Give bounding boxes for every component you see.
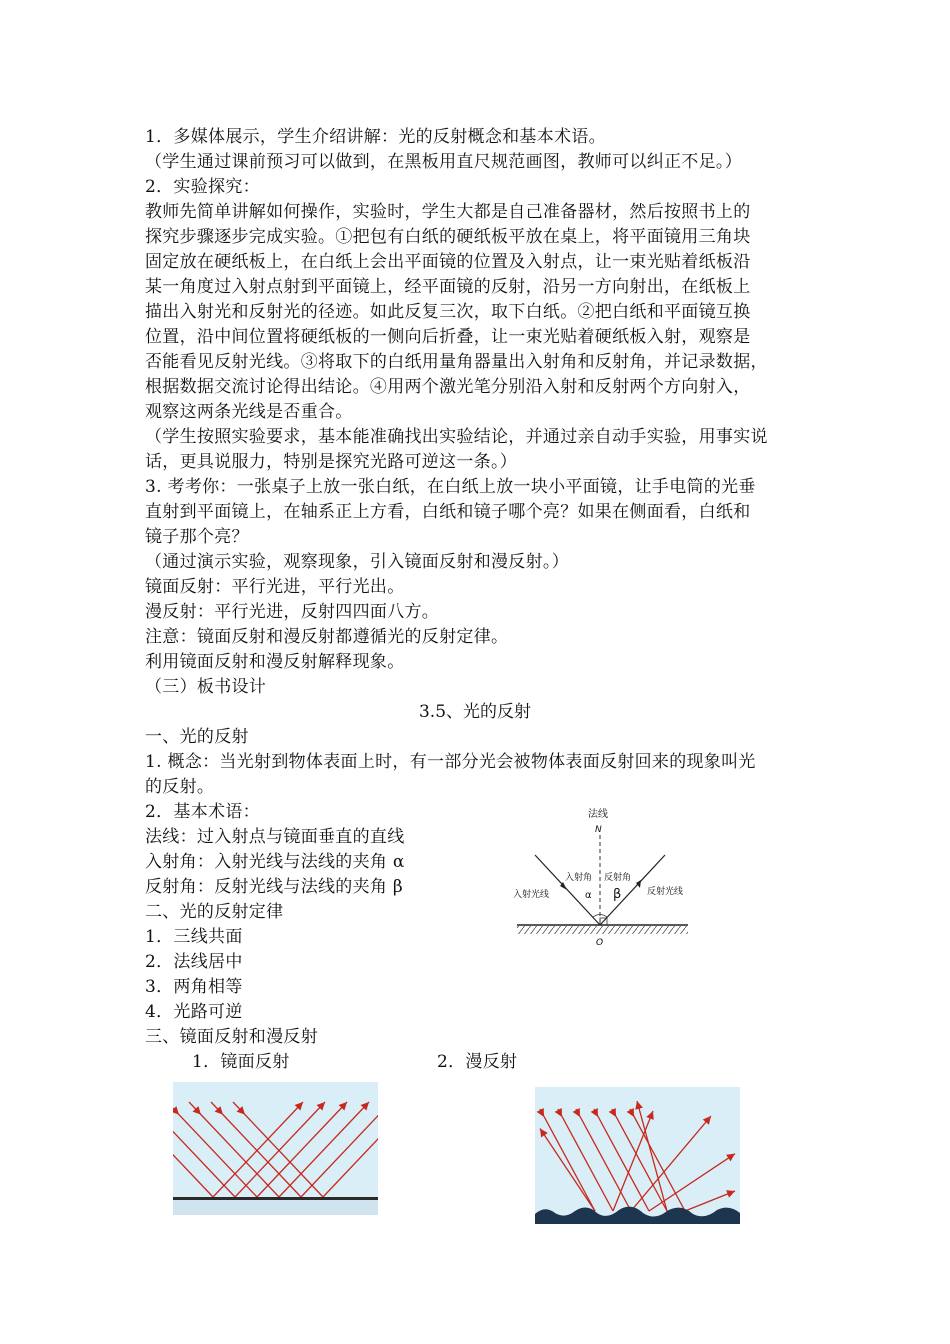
n-label: N [595,825,602,835]
incident-ray-label: 入射光线 [513,890,550,900]
text-line: 镜面反射：平行光进，平行光出。 [145,577,405,597]
diffuse-reflection-image [535,1087,740,1224]
reflected-arrow [636,880,641,888]
text-line: 利用镜面反射和漫反射解释现象。 [145,652,405,672]
text-line: （三）板书设计 [145,677,267,697]
mirror-hatching [517,926,688,934]
text-line: 1．三线共面 [145,927,243,947]
text-line: 3．两角相等 [145,977,243,997]
specular-reflection-image [173,1082,378,1215]
text-line: 探究步骤逐步完成实验。①把包有白纸的硬纸板平放在桌上，将平面镜用三角块 [145,227,751,247]
text-line: （学生按照实验要求，基本能准确找出实验结论，并通过亲自动手实验，用事实说 [145,427,768,447]
text-line: 直射到平面镜上，在轴系正上方看，白纸和镜子哪个亮？如果在侧面看，白纸和 [145,502,751,522]
text-line: 2．法线居中 [145,952,243,972]
reflect-angle-label: 反射角 [604,873,632,883]
text-line: 教师先简单讲解如何操作，实验时，学生大都是自己准备器材，然后按照书上的 [145,202,751,222]
text-line: 描出入射光和反射光的径迹。如此反复三次，取下白纸。②把白纸和平面镜互换 [145,302,751,322]
section-heading: 一、光的反射 [145,727,249,747]
text-line: 1. 概念：当光射到物体表面上时，有一部分光会被物体表面反射回来的现象叫光 [145,752,756,772]
text-line: 1．多媒体展示，学生介绍讲解：光的反射概念和基本术语。 [145,127,606,147]
section-heading: 三、镜面反射和漫反射 [145,1027,318,1047]
section-heading: 二、光的反射定律 [145,902,284,922]
text-line: 否能看见反射光线。③将取下的白纸用量角器量出入射角和反射角，并记录数据， [145,352,768,372]
reflect-ray-label: 反射光线 [647,887,684,897]
subheading-specular: 1．镜面反射 [192,1052,290,1072]
text-line: 反射角：反射光线与法线的夹角 β [145,877,404,897]
text-line: （通过演示实验，观察现象，引入镜面反射和漫反射。） [145,552,569,572]
incident-angle-label: 入射角 [565,873,593,883]
text-line: 固定放在硬纸板上，在白纸上会出平面镜的位置及入射点，让一束光贴着纸板沿 [145,252,751,272]
text-line: （学生通过课前预习可以做到，在黑板用直尺规范画图，教师可以纠正不足。） [145,152,742,172]
reflection-law-diagram [505,800,695,950]
text-line: 法线：过入射点与镜面垂直的直线 [145,827,405,847]
text-line: 入射角：入射光线与法线的夹角 α [145,852,405,872]
text-line: 某一角度过入射点射到平面镜上，经平面镜的反射，沿另一方向射出，在纸板上 [145,277,751,297]
text-line: 2．基本术语： [145,802,260,822]
text-line: 根据数据交流讨论得出结论。④用两个激光笔分别沿入射和反射两个方向射入， [145,377,751,397]
beta-symbol: β [613,887,622,902]
specular-mirror-base [173,1200,378,1215]
o-label: O [596,938,604,948]
text-line: 镜子那个亮？ [145,527,249,547]
board-title: 3.5、光的反射 [418,702,532,722]
text-line: 漫反射：平行光进，反射四四面八方。 [145,602,440,622]
text-line: 2．实验探究： [145,177,260,197]
text-line: 观察这两条光线是否重合。 [145,402,353,422]
text-line: 3. 考考你：一张桌子上放一张白纸，在白纸上放一块小平面镜，让手电筒的光垂 [145,477,756,497]
text-line: 位置，沿中间位置将硬纸板的一侧向后折叠，让一束光贴着硬纸板入射，观察是 [145,327,751,347]
subheading-diffuse: 2．漫反射 [437,1052,518,1072]
specular-mirror [173,1197,378,1200]
text-line: 注意：镜面反射和漫反射都遵循光的反射定律。 [145,627,509,647]
text-line: 的反射。 [145,777,215,797]
normal-label: 法线 [588,809,608,820]
alpha-symbol: α [585,890,592,901]
text-line: 话，更具说服力，特别是探究光路可逆这一条。） [145,452,518,472]
text-line: 4．光路可逆 [145,1002,243,1022]
